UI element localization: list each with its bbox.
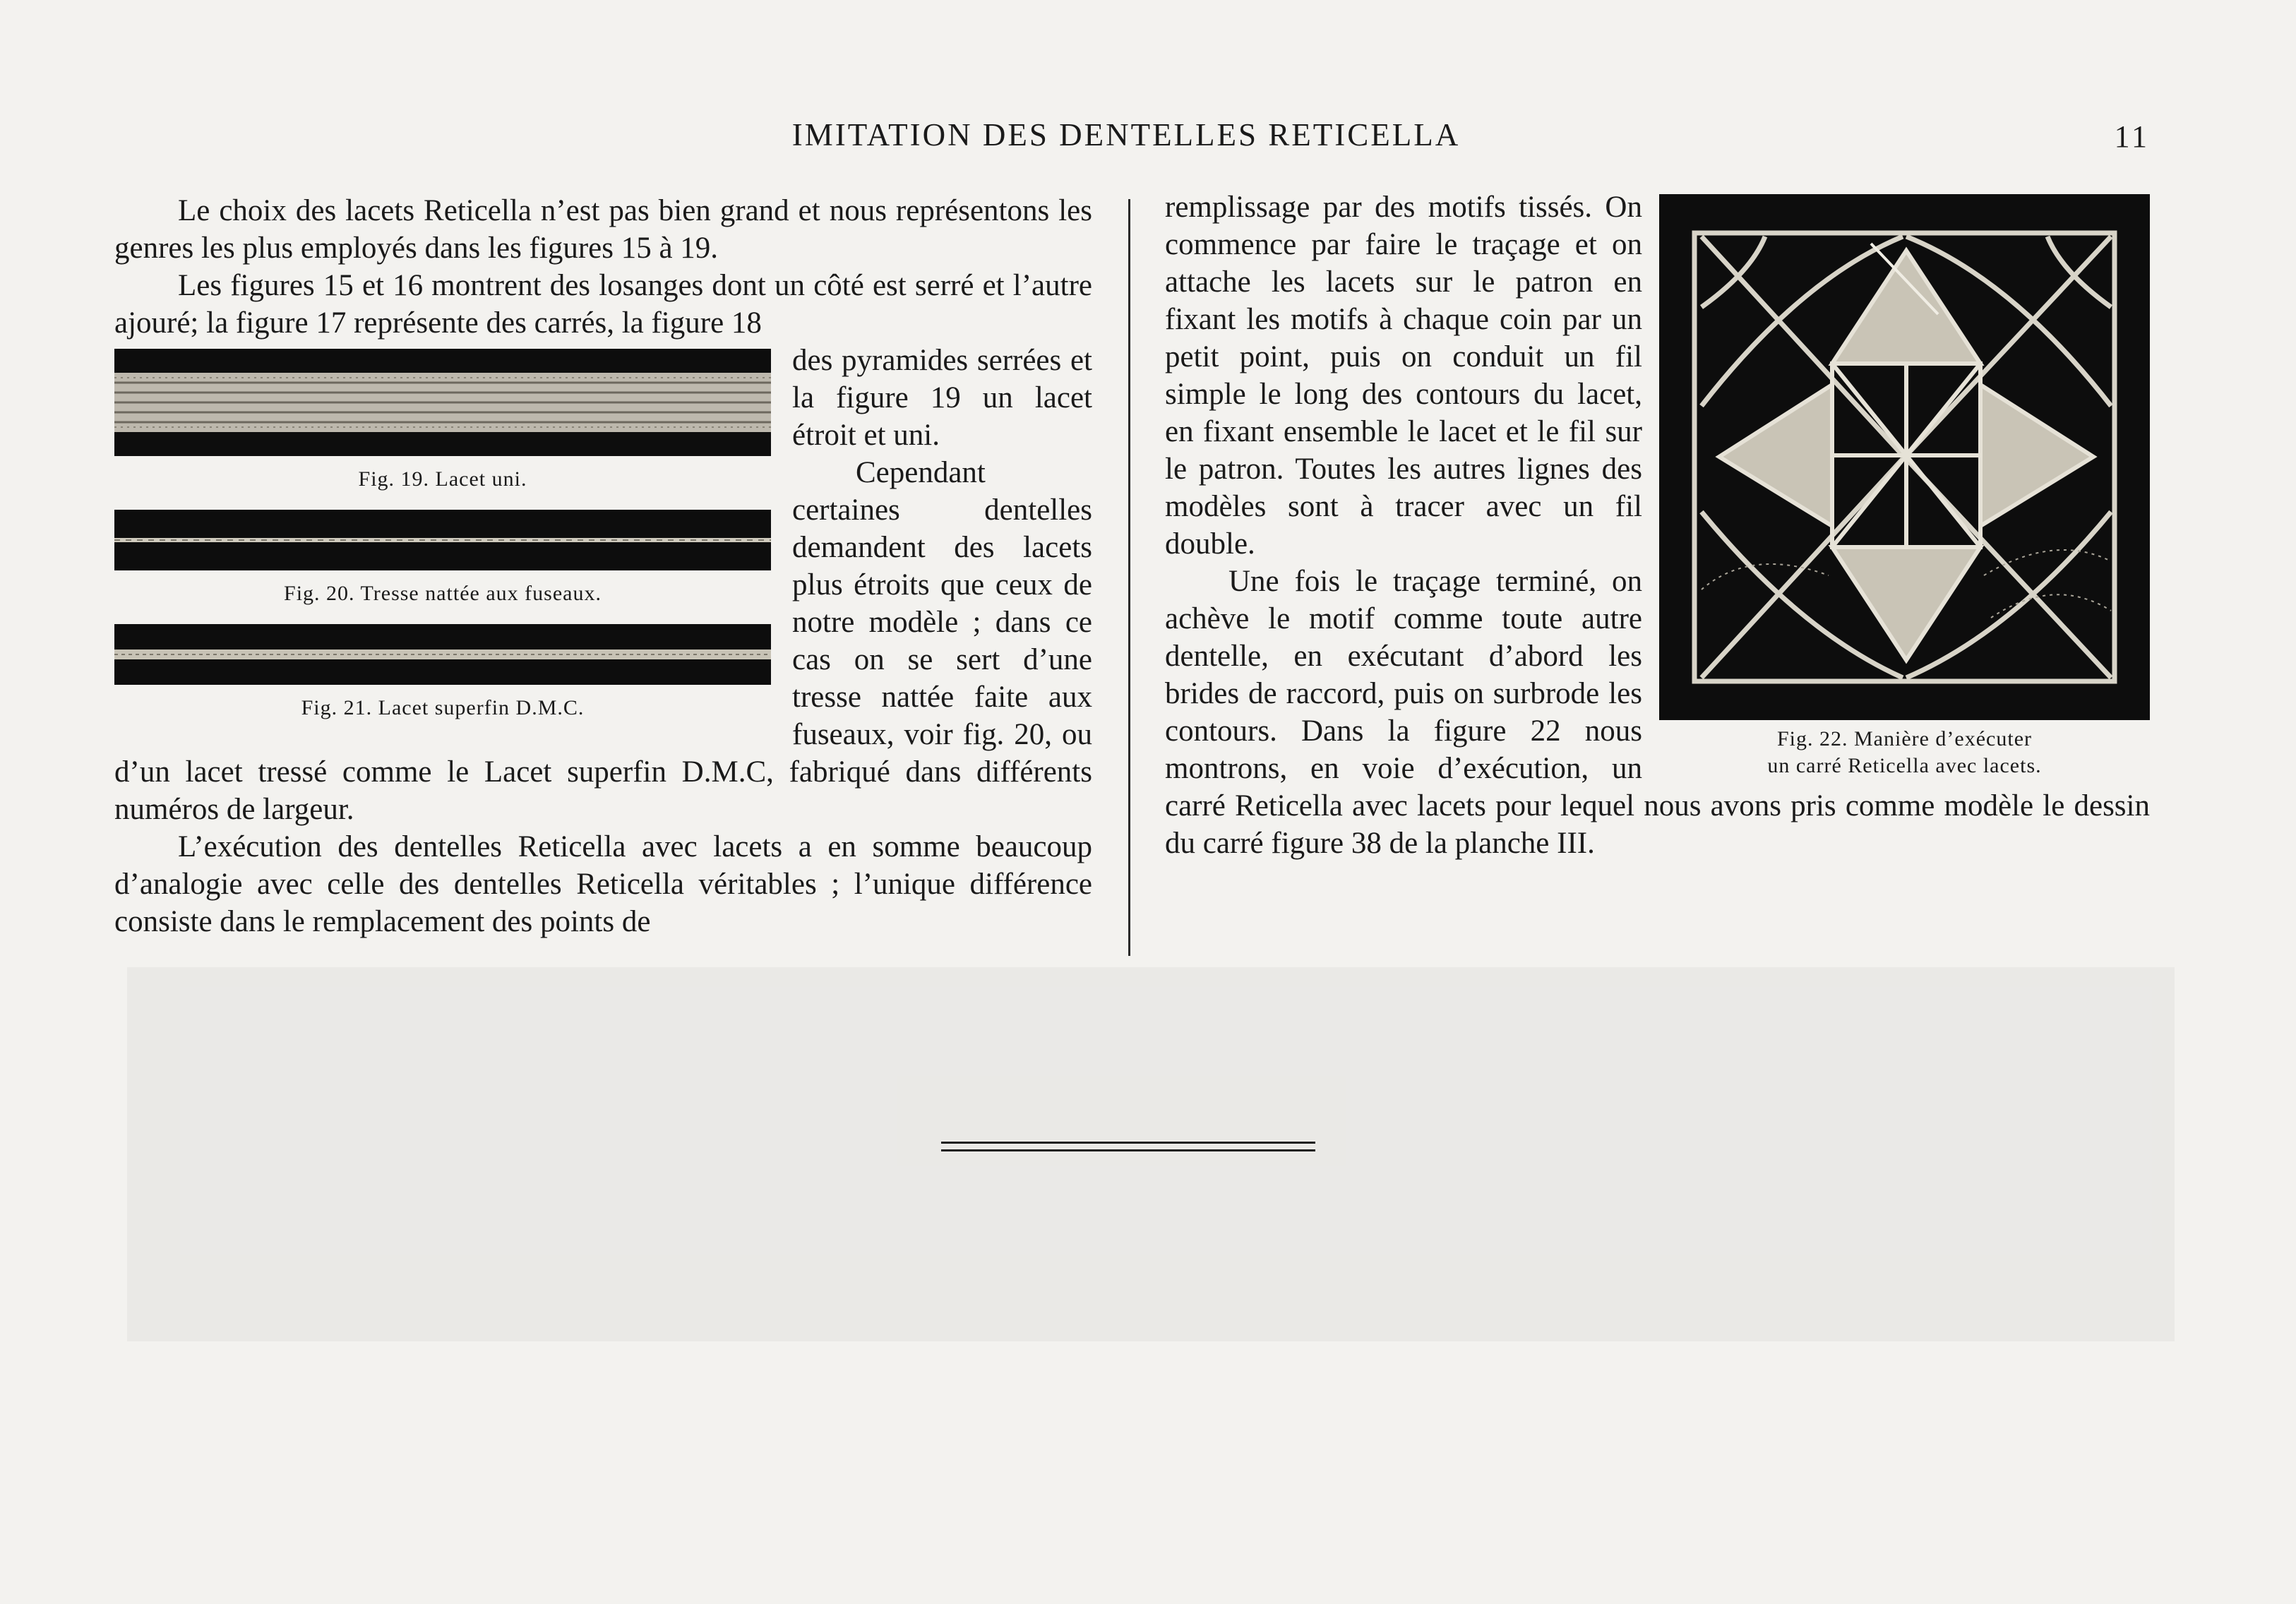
paragraph-tracing: remplissage par des motifs tissés. On commence par faire le traçage et on attache les lacets sur le patron en fixant les motifs à chaque coin par un petit point, puis on conduit un fil simple le long des contours du lacet, en fixant ensemble le lacet et le fil sur le patron. Toutes les autres lignes des modèles sont à tracer avec un fil double.: [1165, 191, 1642, 561]
fig21-caption: Fig. 21. Lacet superfin D.M.C.: [301, 696, 585, 719]
fig22-reticella-square-drawing: [1659, 194, 2150, 720]
right-column: [1165, 188, 2150, 862]
fig20-caption: Fig. 20. Tresse nattée aux fuseaux.: [284, 582, 602, 605]
paragraph-lacets-choice: Le choix des lacets Reticella n’est pas bien grand et nous représentons les genres les plus employés dans les figures 15 à 19.: [114, 194, 1092, 265]
fig19-plain-tape-drawing: [114, 349, 771, 456]
fig20-lace-image: [114, 510, 771, 570]
left-column: [114, 192, 1092, 940]
paragraph-finishing: Une fois le traçage terminé, on achève le motif comme toute autre dentelle, en exécutant d’abord les brides de raccord, puis on surbrode les contours. Dans la figure 22 nous montrons, en voie d’exécution, un carré Reticella avec lacets pour lequel nous avons pris comme modèle le dessin du carré figure 38 de la planche III.: [1165, 565, 2150, 860]
fig22-reticella-square-image: [1659, 194, 2150, 720]
fig20-braid-drawing: [114, 510, 771, 570]
page-number: 11: [2114, 119, 2150, 154]
column-divider: [1128, 199, 1130, 956]
figures-19-21: [114, 342, 771, 722]
show-through-shadow: [127, 967, 2175, 1341]
running-title: IMITATION DES DENTELLES RETICELLA: [791, 117, 1461, 152]
fig21-lace-image: [114, 624, 771, 685]
fig22-caption-line1: Fig. 22. Manière d’exécuter: [1776, 727, 2033, 750]
section-end-double-rule: [941, 1142, 1315, 1151]
fig21-superfine-tape-drawing: [114, 624, 771, 685]
figure-22: [1659, 194, 2150, 779]
paragraph-figures-continued: des pyramides serrées et la figure 19 un lacet étroit et uni.: [792, 344, 1092, 452]
fig22-caption-line2: un carré Reticella avec lacets.: [1767, 754, 2042, 777]
paragraph-figures-intro: Les figures 15 et 16 montrent des losanges dont un côté est serré et l’autre ajouré; la figure 17 représente des carrés, la figure 18: [114, 269, 1092, 340]
paragraph-narrow-tapes: Cependant certaines dentelles demandent des lacets plus étroits que ceux de notre modèle ; dans ce cas on se sert d’une tresse nattée faite aux fuseaux, voir fig. 20, ou d’un lacet tressé comme le Lacet superfin D.M.C, fabriqué dans différents numéros de largeur.: [114, 456, 1092, 826]
fig19-lace-image: [114, 349, 771, 456]
fig19-caption: Fig. 19. Lacet uni.: [358, 467, 527, 491]
fig22-caption: [1659, 726, 2150, 779]
paragraph-execution: L’exécution des dentelles Reticella avec lacets a en somme beaucoup d’analogie avec celle des dentelles Reticella véritables ; l’unique différence consiste dans le remplacement des points de: [114, 830, 1092, 938]
